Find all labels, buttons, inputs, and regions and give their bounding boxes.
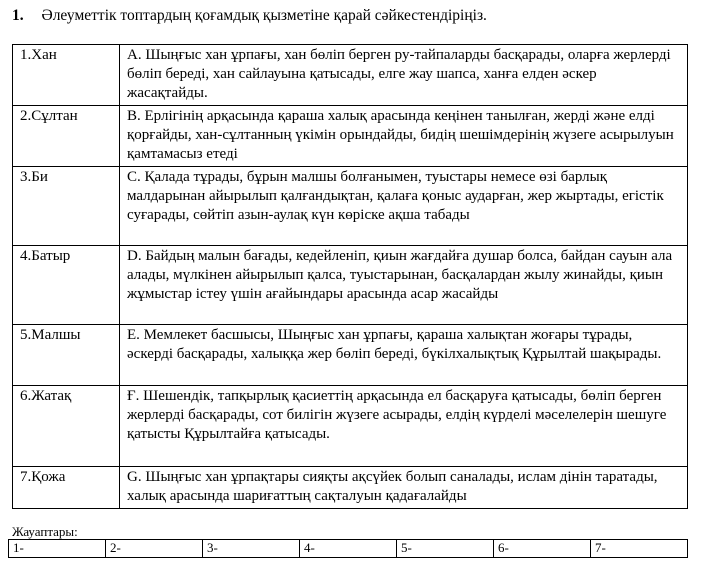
answer-cell[interactable]: 4- — [300, 540, 397, 558]
question-heading — [12, 7, 487, 25]
description-cell: Е. Мемлекет басшысы, Шыңғыс хан ұрпағы, қараша халықтан жоғары тұрады, әскерді басқарады, халыққа жер бөліп береді, бүкілхалықтық Құрылтай шақырады. — [120, 325, 688, 386]
table-row — [13, 167, 688, 246]
description-cell: Ғ. Шешендік, тапқырлық қасиеттің арқасында ел басқаруға қатысады, бөліп берген жерлерді басқарады, сот билігін жүзеге асырады, елдің күрделі мәселелерін шешуге қатысты Құрылтайға қатысады. — [120, 386, 688, 467]
table-row — [13, 246, 688, 325]
answers-row — [9, 540, 688, 558]
answers-label: Жауаптары: — [12, 524, 78, 539]
description-cell: С. Қалада тұрады, бұрын малшы болғанымен, туыстары немесе өзі барлық малдарынан айырылып қалғандықтан, қалаға қоныс аударған, жер жыртады, егістік суғарады, сөйтіп азын-аулақ күн көріске ақша табады — [120, 167, 688, 246]
role-cell: 4.Батыр — [13, 246, 120, 325]
description-cell: В. Ерлігінің арқасында қараша халық арасында кеңінен танылған, жерді және елді қорғайды, хан-сұлтанның үкімін орындайды, бидің шешімдерінің жүзеге асырылуын қамтамасыз етеді — [120, 106, 688, 167]
answer-cell[interactable]: 6- — [494, 540, 591, 558]
question-text: Әлеуметтік топтардың қоғамдық қызметіне қарай сәйкестендіріңіз. — [41, 7, 487, 24]
role-cell: 5.Малшы — [13, 325, 120, 386]
table-row — [13, 106, 688, 167]
answer-cell[interactable]: 5- — [397, 540, 494, 558]
answer-cell[interactable]: 1- — [9, 540, 106, 558]
question-number: 1. — [12, 7, 24, 24]
table-row — [13, 386, 688, 467]
table-row — [13, 45, 688, 106]
table-row — [13, 467, 688, 509]
table-row — [13, 325, 688, 386]
role-cell: 6.Жатақ — [13, 386, 120, 467]
role-cell: 3.Би — [13, 167, 120, 246]
description-cell: G. Шыңғыс хан ұрпақтары сияқты ақсүйек болып саналады, ислам дінін таратады, халық арасында шариғаттың сақталуын қадағалайды — [120, 467, 688, 509]
answer-cell[interactable]: 3- — [203, 540, 300, 558]
description-cell: А. Шыңғыс хан ұрпағы, хан бөліп берген ру-тайпаларды басқарады, оларға жерлерді бөліп береді, хан сайлауына қатысады, елге жау шапса, ханға елден әскер жасақтайды. — [120, 45, 688, 106]
matching-table — [12, 44, 688, 509]
role-cell: 1.Хан — [13, 45, 120, 106]
answer-cell[interactable]: 2- — [106, 540, 203, 558]
role-cell: 2.Сұлтан — [13, 106, 120, 167]
role-cell: 7.Қожа — [13, 467, 120, 509]
answer-cell[interactable]: 7- — [591, 540, 688, 558]
answers-table — [8, 539, 688, 558]
description-cell: D. Байдың малын бағады, кедейленіп, қиын жағдайға душар болса, байдан сауын ала алады, мүлкінен айырылып қалса, туыстарынан, басқалардан жылу жинайды, қиын жұмыстар істеу үшін ағайындары арасында асар жасайды — [120, 246, 688, 325]
